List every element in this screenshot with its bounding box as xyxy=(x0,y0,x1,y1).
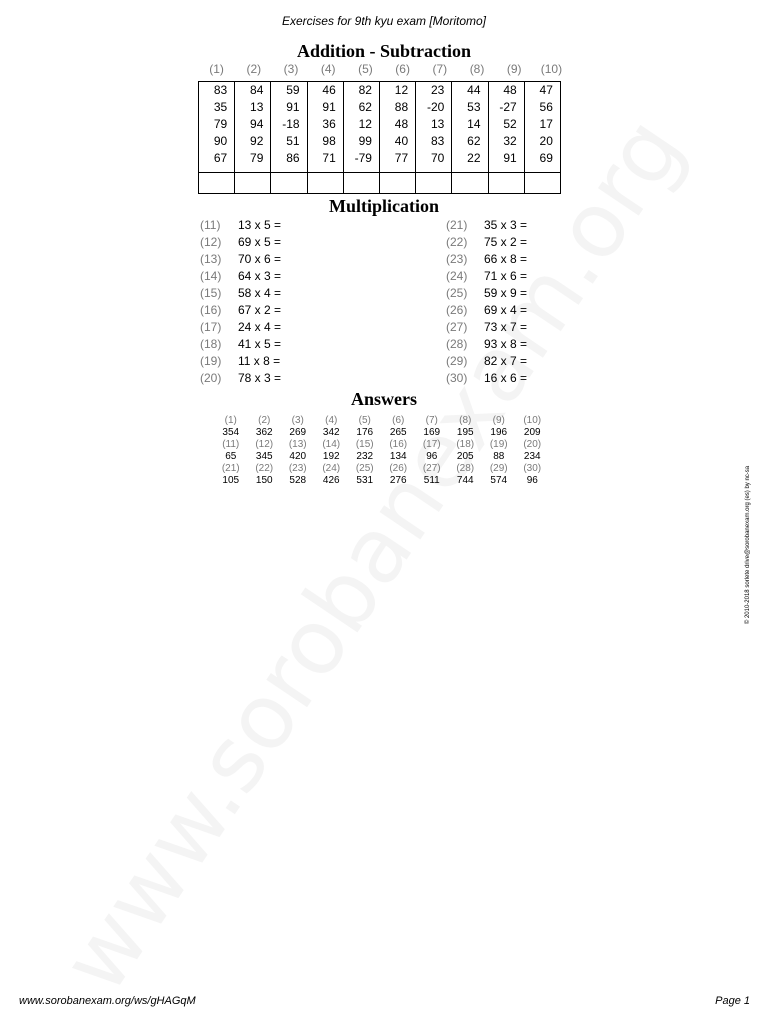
addition-number: 17 xyxy=(539,117,553,131)
answer-number: (27) xyxy=(422,463,441,474)
answer-number: (24) xyxy=(322,463,341,474)
addition-number: 20 xyxy=(539,134,553,148)
addition-column-values xyxy=(235,82,270,172)
answer-number: (21) xyxy=(221,463,240,474)
addition-number: 40 xyxy=(394,134,409,148)
multiplication-problem xyxy=(446,336,527,353)
addition-number: 79 xyxy=(213,117,228,131)
addition-answer-box xyxy=(524,173,560,194)
addition-number: 52 xyxy=(503,117,517,131)
problem-number: (13) xyxy=(200,252,222,266)
addition-column-values xyxy=(489,82,524,172)
answer-number: (9) xyxy=(492,415,505,426)
addition-column-header: (9) xyxy=(506,62,522,76)
addition-column-header: (10) xyxy=(540,62,563,76)
answer-number: (15) xyxy=(355,439,374,450)
problem-number: (27) xyxy=(446,320,468,334)
answer-number: (18) xyxy=(456,439,475,450)
problem-number: (24) xyxy=(446,269,468,283)
addition-column-cell xyxy=(343,82,379,173)
addition-column-values xyxy=(344,82,379,172)
problem-expression: 11 x 8 = xyxy=(238,354,281,368)
answers-number-line xyxy=(214,439,549,451)
addition-answer-box xyxy=(199,173,235,194)
addition-answer-box xyxy=(488,173,524,194)
answer-value: 134 xyxy=(389,451,407,462)
addition-subtraction-table xyxy=(198,81,561,194)
problem-expression: 69 x 5 = xyxy=(238,235,282,249)
multiplication-problem xyxy=(200,285,281,302)
page-title: Exercises for 9th kyu exam [Moritomo] xyxy=(281,14,487,28)
answer-number: (10) xyxy=(523,415,542,426)
addition-number: 94 xyxy=(250,117,264,131)
problem-number: (11) xyxy=(200,218,221,232)
answer-number: (29) xyxy=(489,463,508,474)
multiplication-problem xyxy=(200,370,281,387)
addition-answer-box xyxy=(235,173,271,194)
multiplication-problem xyxy=(200,234,281,251)
addition-column-cell xyxy=(199,82,235,173)
multiplication-problem xyxy=(446,285,527,302)
addition-column-header: (1) xyxy=(209,62,224,76)
answer-value: 209 xyxy=(523,427,541,438)
answer-number: (12) xyxy=(255,439,274,450)
answer-value: 574 xyxy=(490,475,508,486)
addition-number: 14 xyxy=(467,117,481,131)
multiplication-right-column xyxy=(446,217,527,387)
multiplication-problem xyxy=(200,319,281,336)
answer-number: (7) xyxy=(425,415,438,426)
answer-number: (11) xyxy=(222,439,240,450)
multiplication-problem xyxy=(446,370,527,387)
problem-number: (14) xyxy=(200,269,222,283)
footer-url: www.sorobanexam.org/ws/gHAGqM xyxy=(19,995,196,1007)
addition-number: 83 xyxy=(213,83,228,97)
addition-number: 62 xyxy=(467,134,481,148)
addition-answer-box xyxy=(452,173,488,194)
answer-value: 65 xyxy=(225,451,237,462)
answer-value: 96 xyxy=(426,451,438,462)
problem-number: (23) xyxy=(446,252,468,266)
answer-number: (28) xyxy=(456,463,475,474)
answers-number-line xyxy=(214,463,549,475)
answers-value-line xyxy=(214,451,549,463)
addition-number: 46 xyxy=(322,83,336,97)
addition-number: 91 xyxy=(503,151,517,165)
problem-number: (30) xyxy=(446,371,468,385)
answer-number: (1) xyxy=(224,415,237,426)
problem-expression: 59 x 9 = xyxy=(484,286,528,300)
answer-value: 88 xyxy=(493,451,505,462)
addition-answer-box xyxy=(416,173,452,194)
problem-expression: 75 x 2 = xyxy=(484,235,528,249)
answer-value: 232 xyxy=(356,451,374,462)
addition-number: 79 xyxy=(250,151,264,165)
addition-column-values xyxy=(199,82,234,172)
problem-number: (15) xyxy=(200,286,222,300)
multiplication-problem xyxy=(446,302,527,319)
addition-column-cell xyxy=(524,82,560,173)
addition-number: 69 xyxy=(539,151,553,165)
problem-expression: 73 x 7 = xyxy=(484,320,528,334)
addition-answer-row xyxy=(199,173,561,194)
problem-expression: 58 x 4 = xyxy=(238,286,282,300)
answer-value: 276 xyxy=(389,475,407,486)
problem-expression: 82 x 7 = xyxy=(484,354,528,368)
problem-number: (25) xyxy=(446,286,468,300)
answer-value: 169 xyxy=(423,427,441,438)
answer-number: (20) xyxy=(523,439,542,450)
answer-value: 176 xyxy=(356,427,374,438)
answer-number: (2) xyxy=(258,415,271,426)
addition-subtraction-title: Addition - Subtraction xyxy=(296,41,472,61)
problem-expression: 93 x 8 = xyxy=(484,337,528,351)
problem-expression: 67 x 2 = xyxy=(238,303,282,317)
answer-value: 234 xyxy=(523,451,541,462)
answer-value: 345 xyxy=(255,451,273,462)
addition-number: 90 xyxy=(213,134,228,148)
multiplication-problem xyxy=(200,251,281,268)
addition-number: 23 xyxy=(430,83,445,97)
addition-number: 91 xyxy=(322,100,336,114)
addition-number: 48 xyxy=(503,83,517,97)
multiplication-problem xyxy=(446,353,527,370)
answer-value: 420 xyxy=(289,451,307,462)
problem-number: (28) xyxy=(446,337,468,351)
answer-number: (3) xyxy=(291,415,304,426)
addition-column-cell xyxy=(307,82,343,173)
addition-number: 36 xyxy=(322,117,336,131)
addition-number: 71 xyxy=(322,151,336,165)
addition-number: 92 xyxy=(250,134,264,148)
addition-number: 12 xyxy=(358,117,372,131)
multiplication-problem xyxy=(200,336,281,353)
addition-number: -27 xyxy=(499,100,517,114)
addition-number: 12 xyxy=(394,83,409,97)
answers-value-line xyxy=(214,427,549,439)
addition-number: 82 xyxy=(358,83,372,97)
addition-number: 67 xyxy=(213,151,228,165)
addition-column-header: (2) xyxy=(246,62,262,76)
answer-value: 362 xyxy=(255,427,273,438)
answer-number: (4) xyxy=(325,415,338,426)
addition-answer-box xyxy=(343,173,379,194)
problem-expression: 70 x 6 = xyxy=(238,252,282,266)
addition-column-values xyxy=(452,82,487,172)
side-copyright: © 2010-2018 sorlete drive@sorobanexam.org (es) by nc-sa xyxy=(745,465,751,625)
answer-value: 196 xyxy=(490,427,508,438)
answer-value: 205 xyxy=(456,451,474,462)
problem-expression: 64 x 3 = xyxy=(238,269,282,283)
answer-value: 511 xyxy=(423,475,440,486)
answers-number-line xyxy=(214,415,549,427)
problem-number: (22) xyxy=(446,235,468,249)
addition-number: 91 xyxy=(286,100,300,114)
problem-number: (29) xyxy=(446,354,468,368)
addition-number: 84 xyxy=(250,83,264,97)
problem-expression: 71 x 6 = xyxy=(484,269,528,283)
answer-value: 528 xyxy=(289,475,307,486)
answer-value: 342 xyxy=(322,427,340,438)
answer-value: 195 xyxy=(456,427,474,438)
addition-number: 44 xyxy=(467,83,481,97)
addition-number: -79 xyxy=(354,151,372,165)
problem-number: (19) xyxy=(200,354,222,368)
answers-value-line xyxy=(214,475,549,487)
multiplication-problem xyxy=(446,268,527,285)
answer-value: 354 xyxy=(222,427,240,438)
addition-column-header: (6) xyxy=(395,62,410,76)
addition-column-cell xyxy=(416,82,452,173)
addition-column-cell xyxy=(379,82,415,173)
addition-column-header: (8) xyxy=(469,62,485,76)
addition-column-cell xyxy=(488,82,524,173)
multiplication-problem xyxy=(446,251,527,268)
addition-column-values xyxy=(380,82,415,172)
answer-number: (30) xyxy=(523,463,542,474)
problem-expression: 35 x 3 = xyxy=(484,218,528,232)
answer-value: 265 xyxy=(389,427,407,438)
answer-value: 426 xyxy=(322,475,340,486)
answer-number: (17) xyxy=(422,439,441,450)
problem-expression: 41 x 5 = xyxy=(238,337,282,351)
problem-expression: 24 x 4 = xyxy=(238,320,282,334)
addition-column-header: (4) xyxy=(320,62,336,76)
answers-title: Answers xyxy=(351,389,417,409)
problem-number: (21) xyxy=(446,218,468,232)
answer-number: (13) xyxy=(288,439,307,450)
addition-number: 83 xyxy=(430,134,445,148)
answer-number: (26) xyxy=(389,463,408,474)
addition-column-cell xyxy=(452,82,488,173)
addition-number: 48 xyxy=(394,117,409,131)
multiplication-title: Multiplication xyxy=(328,196,439,216)
answer-number: (25) xyxy=(355,463,374,474)
multiplication-problem xyxy=(446,234,527,251)
problem-number: (16) xyxy=(200,303,222,317)
answer-value: 531 xyxy=(356,475,374,486)
answer-number: (22) xyxy=(255,463,274,474)
addition-number: 22 xyxy=(467,151,481,165)
addition-number: 86 xyxy=(286,151,300,165)
addition-column-header: (3) xyxy=(283,62,299,76)
answer-number: (6) xyxy=(392,415,405,426)
problem-expression: 16 x 6 = xyxy=(484,371,528,385)
answer-number: (8) xyxy=(459,415,472,426)
addition-number: 32 xyxy=(503,134,517,148)
problem-number: (26) xyxy=(446,303,468,317)
addition-number: 88 xyxy=(394,100,409,114)
problem-number: (20) xyxy=(200,371,222,385)
addition-number: 62 xyxy=(358,100,372,114)
addition-column-header: (5) xyxy=(358,62,373,76)
answer-value: 744 xyxy=(456,475,474,486)
answer-value: 105 xyxy=(222,475,240,486)
addition-column-values xyxy=(416,82,451,172)
addition-column-cell xyxy=(271,82,307,173)
problem-expression: 69 x 4 = xyxy=(484,303,528,317)
problem-expression: 66 x 8 = xyxy=(484,252,528,266)
addition-number: 13 xyxy=(250,100,264,114)
addition-number: 47 xyxy=(539,83,553,97)
addition-answer-box xyxy=(307,173,343,194)
addition-column-values xyxy=(271,82,306,172)
watermark-text xyxy=(42,99,704,1010)
addition-number: 70 xyxy=(430,151,445,165)
problem-number: (18) xyxy=(200,337,222,351)
answer-value: 269 xyxy=(289,427,307,438)
problem-expression: 78 x 3 = xyxy=(238,371,282,385)
answer-value: 96 xyxy=(526,475,538,486)
answers-grid xyxy=(214,415,549,487)
addition-number: 13 xyxy=(430,117,445,131)
footer-page-number: Page 1 xyxy=(715,995,750,1007)
addition-number: 99 xyxy=(358,134,372,148)
answer-number: (19) xyxy=(489,439,508,450)
addition-answer-box xyxy=(271,173,307,194)
addition-numbers-row xyxy=(199,82,561,173)
multiplication-problem xyxy=(200,217,281,234)
problem-number: (17) xyxy=(200,320,222,334)
addition-number: -18 xyxy=(282,117,300,131)
answer-number: (5) xyxy=(358,415,371,426)
answer-number: (23) xyxy=(288,463,307,474)
addition-column-header: (7) xyxy=(432,62,448,76)
addition-number: 51 xyxy=(286,134,300,148)
answer-value: 192 xyxy=(322,451,340,462)
answer-value: 150 xyxy=(255,475,273,486)
problem-expression: 13 x 5 = xyxy=(238,218,282,232)
multiplication-problem xyxy=(200,302,281,319)
addition-number: 77 xyxy=(394,151,409,165)
problem-number: (12) xyxy=(200,235,222,249)
addition-column-values xyxy=(525,82,560,172)
addition-number: 98 xyxy=(322,134,336,148)
multiplication-problem xyxy=(446,319,527,336)
multiplication-left-column xyxy=(200,217,281,387)
multiplication-problem xyxy=(200,353,281,370)
addition-column-cell xyxy=(235,82,271,173)
addition-number: 56 xyxy=(539,100,553,114)
answer-number: (16) xyxy=(389,439,408,450)
answer-number: (14) xyxy=(322,439,341,450)
addition-column-headers xyxy=(198,62,570,76)
multiplication-problem xyxy=(200,268,281,285)
multiplication-problem xyxy=(446,217,527,234)
addition-number: -20 xyxy=(426,100,445,114)
addition-number: 53 xyxy=(467,100,481,114)
addition-answer-box xyxy=(379,173,415,194)
addition-column-values xyxy=(308,82,343,172)
addition-number: 35 xyxy=(213,100,228,114)
addition-number: 59 xyxy=(286,83,300,97)
